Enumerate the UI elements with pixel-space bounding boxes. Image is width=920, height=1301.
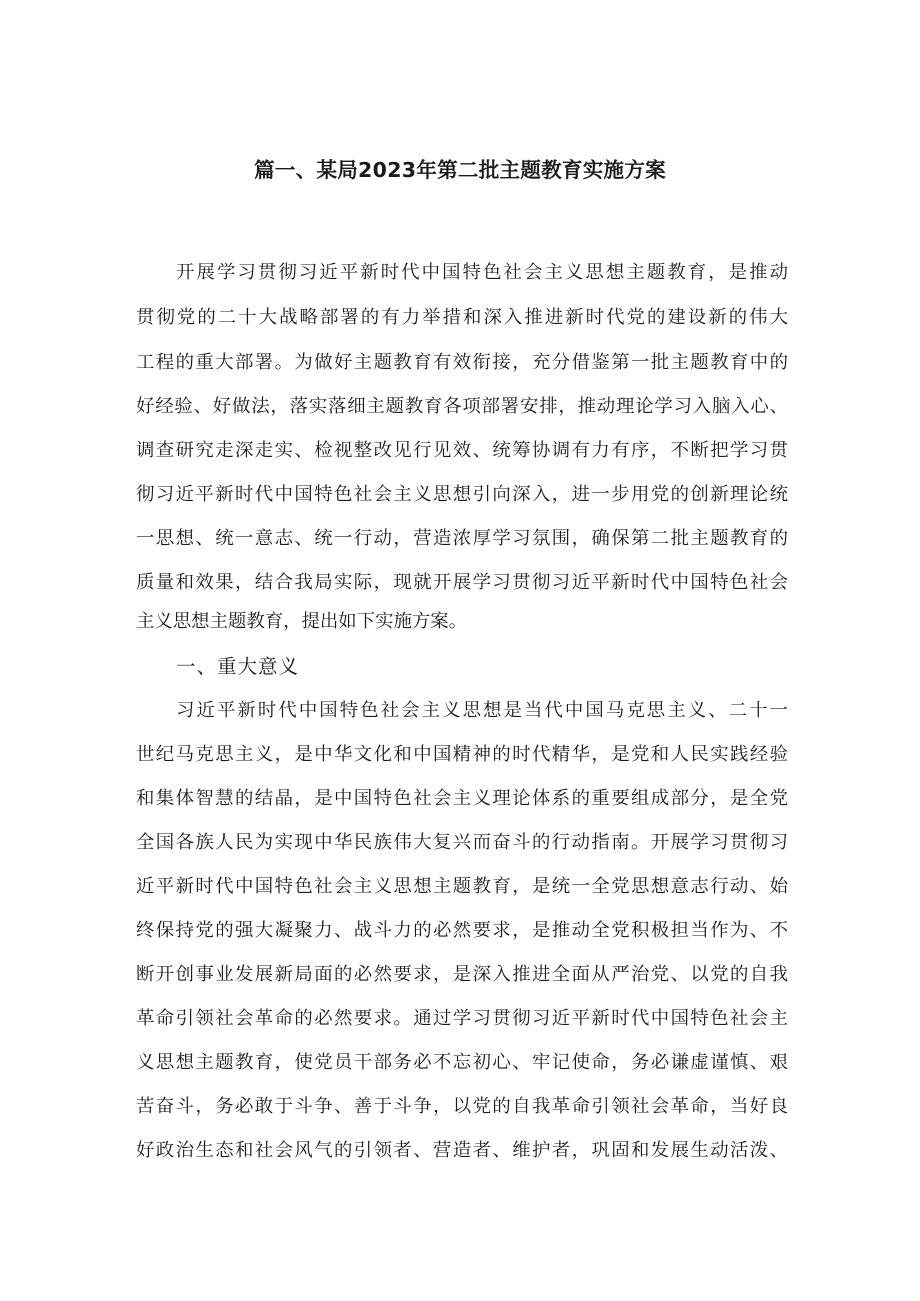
section1-line: 世纪马克思主义，是中华文化和中国精神的时代精华，是党和人民实践经验 [136,744,788,765]
intro-line: 工程的重大部署。为做好主题教育有效衔接，充分借鉴第一批主题教育中的 [136,352,788,373]
intro-line: 一思想、统一意志、统一行动，营造浓厚学习氛围，确保第二批主题教育的 [136,528,788,549]
section1-line: 和集体智慧的结晶，是中国特色社会主义理论体系的重要组成部分，是全党 [136,788,788,809]
section1-line: 革命引领社会革命的必然要求。通过学习贯彻习近平新时代中国特色社会主 [136,1008,788,1029]
intro-line: 调查研究走深走实、检视整改见行见效、统筹协调有力有序，不断把学习贯 [136,440,788,461]
section1-line: 近平新时代中国特色社会主义思想主题教育，是统一全党思想意志行动、始 [136,876,788,897]
intro-line: 贯彻党的二十大战略部署的有力举措和深入推进新时代党的建设新的伟大 [136,307,788,328]
intro-line: 彻习近平新时代中国特色社会主义思想引向深入，进一步用党的创新理论统 [136,484,788,505]
section1-line: 好政治生态和社会风气的引领者、营造者、维护者，巩固和发展生动活泼、 [136,1140,788,1161]
intro-line: 好经验、好做法，落实落细主题教育各项部署安排，推动理论学习入脑入心、 [136,396,788,417]
section1-line: 终保持党的强大凝聚力、战斗力的必然要求，是推动全党积极担当作为、不 [136,920,788,941]
intro-line: 开展学习贯彻习近平新时代中国特色社会主义思想主题教育，是推动 [176,262,788,283]
section1-line: 习近平新时代中国特色社会主义思想是当代中国马克思主义、二十一 [176,700,788,721]
section1-line: 苦奋斗，务必敢于斗争、善于斗争，以党的自我革命引领社会革命，当好良 [136,1096,788,1117]
intro-line: 主义思想主题教育，提出如下实施方案。 [136,611,468,632]
intro-line: 质量和效果，结合我局实际，现就开展学习贯彻习近平新时代中国特色社会 [136,572,788,593]
section1-line: 断开创事业发展新局面的必然要求，是深入推进全面从严治党、以党的自我 [136,964,788,985]
section1-line: 义思想主题教育，使党员干部务必不忘初心、牢记使命，务必谦虚谨慎、艰 [136,1052,788,1073]
section-heading: 一、重大意义 [176,655,300,678]
document-title: 篇一、某局2023年第二批主题教育实施方案 [254,158,666,182]
section1-line: 全国各族人民为实现中华民族伟大复兴而奋斗的行动指南。开展学习贯彻习 [136,832,788,853]
